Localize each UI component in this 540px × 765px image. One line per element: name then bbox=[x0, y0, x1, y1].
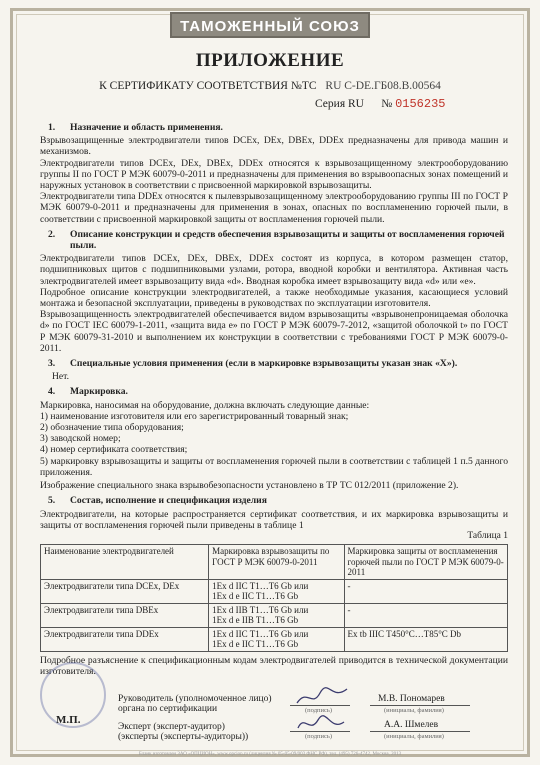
signature-caption: (подпись) bbox=[305, 733, 332, 740]
subtitle-text: К СЕРТИФИКАТУ СООТВЕТСТВИЯ №ТС bbox=[99, 80, 317, 92]
column-header: Маркировка взрывозащиты по ГОСТ Р МЭК 60079-0-2011 bbox=[209, 545, 344, 580]
table-cell: - bbox=[344, 603, 507, 627]
signature-caption: (подпись) bbox=[305, 707, 332, 714]
spec-table bbox=[40, 544, 508, 652]
section-heading: Описание конструкции и средств обеспечения взрывозащиты и защиты от воспламенения горючей пыли. bbox=[70, 228, 505, 252]
section-1 bbox=[40, 122, 508, 225]
head-signatory-label: Руководитель (уполномоченное лицо) органа по сертификации bbox=[118, 694, 272, 714]
list-item: 1) наименование изготовителя или его зарегистрированный товарный знак; bbox=[40, 410, 349, 422]
section-heading: Специальные условия применения (если в маркировке взрывозащиты указан знак «X»). bbox=[70, 358, 458, 370]
blank-number: 0156235 bbox=[395, 97, 446, 111]
list-item: 4) номер сертификата соответствия; bbox=[40, 444, 188, 456]
blank-footer: Бланк изготовлен ЗАО «ОПЦИОН», www.opcion.ru (лицензия № 05-05-09/003 ФНС РФ), тел. (495) 726-4742, Москва, 2013 bbox=[138, 752, 402, 757]
column-header: Маркировка защиты от воспламенения горючей пыли по ГОСТ Р МЭК 60079-0-2011 bbox=[344, 545, 507, 580]
section-heading: Назначение и область применения. bbox=[70, 122, 223, 133]
section-4 bbox=[40, 386, 508, 491]
paragraph: Электродвигатели типа DDEx относятся к пылевзрывозащищенному электрооборудованию группы III по ГОСТ Р МЭК 60079-0-2011 и предназначены для применения в зонах, опасных по воспламенению горючей пыли, в соответствии с присвоенной маркировкой защиты от воспламенения горючей пыли. bbox=[40, 191, 508, 225]
expert-name-line bbox=[370, 731, 470, 732]
expert-signature bbox=[292, 712, 352, 736]
customs-union-banner: ТАМОЖЕННЫЙ СОЮЗ bbox=[170, 12, 370, 38]
head-signature bbox=[292, 683, 352, 709]
list-item: 5) маркировку взрывозащиты и защиты от воспламенения горючей пыли в соответствии с таблицей 1 п.5 данного приложения. bbox=[40, 455, 508, 478]
paragraph: Подробное разъяснение к спецификационным кодам электродвигателей приводится в технической документации изготовителя. bbox=[40, 654, 508, 677]
section-number: 1. bbox=[48, 122, 56, 133]
section-5 bbox=[40, 495, 508, 677]
page-title: ПРИЛОЖЕНИЕ bbox=[195, 50, 345, 71]
paragraph: Взрывозащищенность электродвигателей обеспечивается видом взрывозащиты «взрывонепроницаемая оболочка d» по ГОСТ IEC 60079-1-2011, «защита вида e» по ГОСТ Р МЭК 60079-7-2012, «защитой оболочкой t» по ГОСТ Р МЭК 60079-31-2010 и выполнением их конструкции в соответствии с требованиями ГОСТ Р МЭК 60079-0-2011. bbox=[40, 309, 508, 354]
section-number: 3. bbox=[48, 358, 56, 370]
head-signatory-name: М.В. Пономарев bbox=[378, 694, 445, 704]
section-heading: Маркировка. bbox=[70, 386, 128, 398]
table-cell: 1Ex d IIC T1…T6 Gb или 1Ex d e IIC T1…T6 Gb bbox=[209, 579, 344, 603]
table-header-row bbox=[41, 545, 508, 580]
table-cell: - bbox=[344, 579, 507, 603]
table-row bbox=[41, 579, 508, 603]
table-caption: Таблица 1 bbox=[467, 530, 508, 541]
paragraph: Изображение специального знака взрывобезопасности установлено в ТР ТС 012/2011 (приложение 2). bbox=[40, 480, 459, 492]
table-cell: Ex tb IIIC T450°C…T85°C Db bbox=[344, 627, 507, 651]
list-item: 3) заводской номер; bbox=[40, 433, 121, 445]
section-number: 4. bbox=[48, 386, 56, 398]
series-label: Серия bbox=[315, 98, 346, 110]
seal-place-label: М.П. bbox=[56, 714, 81, 726]
section-number: 5. bbox=[48, 495, 56, 507]
name-caption: (инициалы, фамилия) bbox=[384, 733, 444, 740]
paragraph: Нет. bbox=[52, 371, 70, 383]
paragraph: Маркировка, наносимая на оборудование, должна включать следующие данные: bbox=[40, 399, 370, 411]
table-cell: Электродвигатели типа DCEx, DEx bbox=[41, 579, 209, 603]
table-row bbox=[41, 627, 508, 651]
paragraph: Электродвигатели типов DCEx, DEx, DBEx, DDEx относятся к взрывозащищенному электрооборудованию группы II по ГОСТ Р МЭК 60079-0-2011 и предназначены для применения во взрывоопасных зонах помещений и наружных установок в соответствии с присвоенной маркировкой взрывозащиты. bbox=[40, 157, 508, 192]
section-heading: Состав, исполнение и спецификация изделия bbox=[70, 495, 267, 507]
list-item: 2) обозначение типа оборудования; bbox=[40, 422, 184, 434]
document-body bbox=[40, 118, 508, 677]
paragraph: Электродвигатели, на которые распространяется сертификат соответствия, и их маркировка взрывозащиты и защиты от воспламенения горючей пыли приведены в таблице 1 bbox=[40, 508, 508, 531]
paragraph: Электродвигатели типов DCEx, DEx, DBEx, DDEx состоят из корпуса, в котором размещен статор, подшипниковых щитов с подшипниковыми узлами, ротора, вводной коробки и вентилятора. Активная часть электродвигателей имеет взрывозащиту вида «d». Вводная коробка имеет взрывозащиту вида «d» или «e». bbox=[40, 253, 508, 287]
certificate-subtitle bbox=[0, 80, 540, 92]
number-label: № bbox=[381, 98, 393, 110]
column-header: Наименование электродвигателей bbox=[41, 545, 209, 580]
section-number: 2. bbox=[48, 228, 56, 240]
table-cell: Электродвигатели типа DDEx bbox=[41, 627, 209, 651]
series-value: RU bbox=[347, 98, 364, 110]
paragraph: Взрывозащищенные электродвигатели типов DCEx, DEx, DBEx, DDEx предназначены для привода машин и механизмов. bbox=[40, 135, 508, 158]
table-cell: 1Ex d IIB T1…T6 Gb или 1Ex d e IIB T1…T6 Gb bbox=[209, 603, 344, 627]
certificate-number: RU C-DE.ГБ08.B.00564 bbox=[325, 80, 441, 92]
section-3 bbox=[40, 358, 508, 382]
name-caption: (инициалы, фамилия) bbox=[384, 707, 444, 714]
paragraph: Подробное описание конструкции электродвигателей, а также необходимые указания, касающиеся условий монтажа и безопасной эксплуатации, приведены в руководствах по эксплуатации изготовителя. bbox=[40, 286, 508, 310]
section-2 bbox=[40, 229, 508, 354]
table-row bbox=[41, 603, 508, 627]
table-cell: 1Ex d IIC T1…T6 Gb или 1Ex d e IIC T1…T6 Gb bbox=[209, 627, 344, 651]
series-line bbox=[315, 97, 446, 111]
table-cell: Электродвигатели типа DBEx bbox=[41, 603, 209, 627]
expert-name: А.А. Шмелев bbox=[384, 720, 439, 730]
head-name-line bbox=[370, 705, 470, 706]
expert-label: Эксперт (эксперт-аудитор) (эксперты (эксперты-аудиторы)) bbox=[118, 722, 249, 742]
